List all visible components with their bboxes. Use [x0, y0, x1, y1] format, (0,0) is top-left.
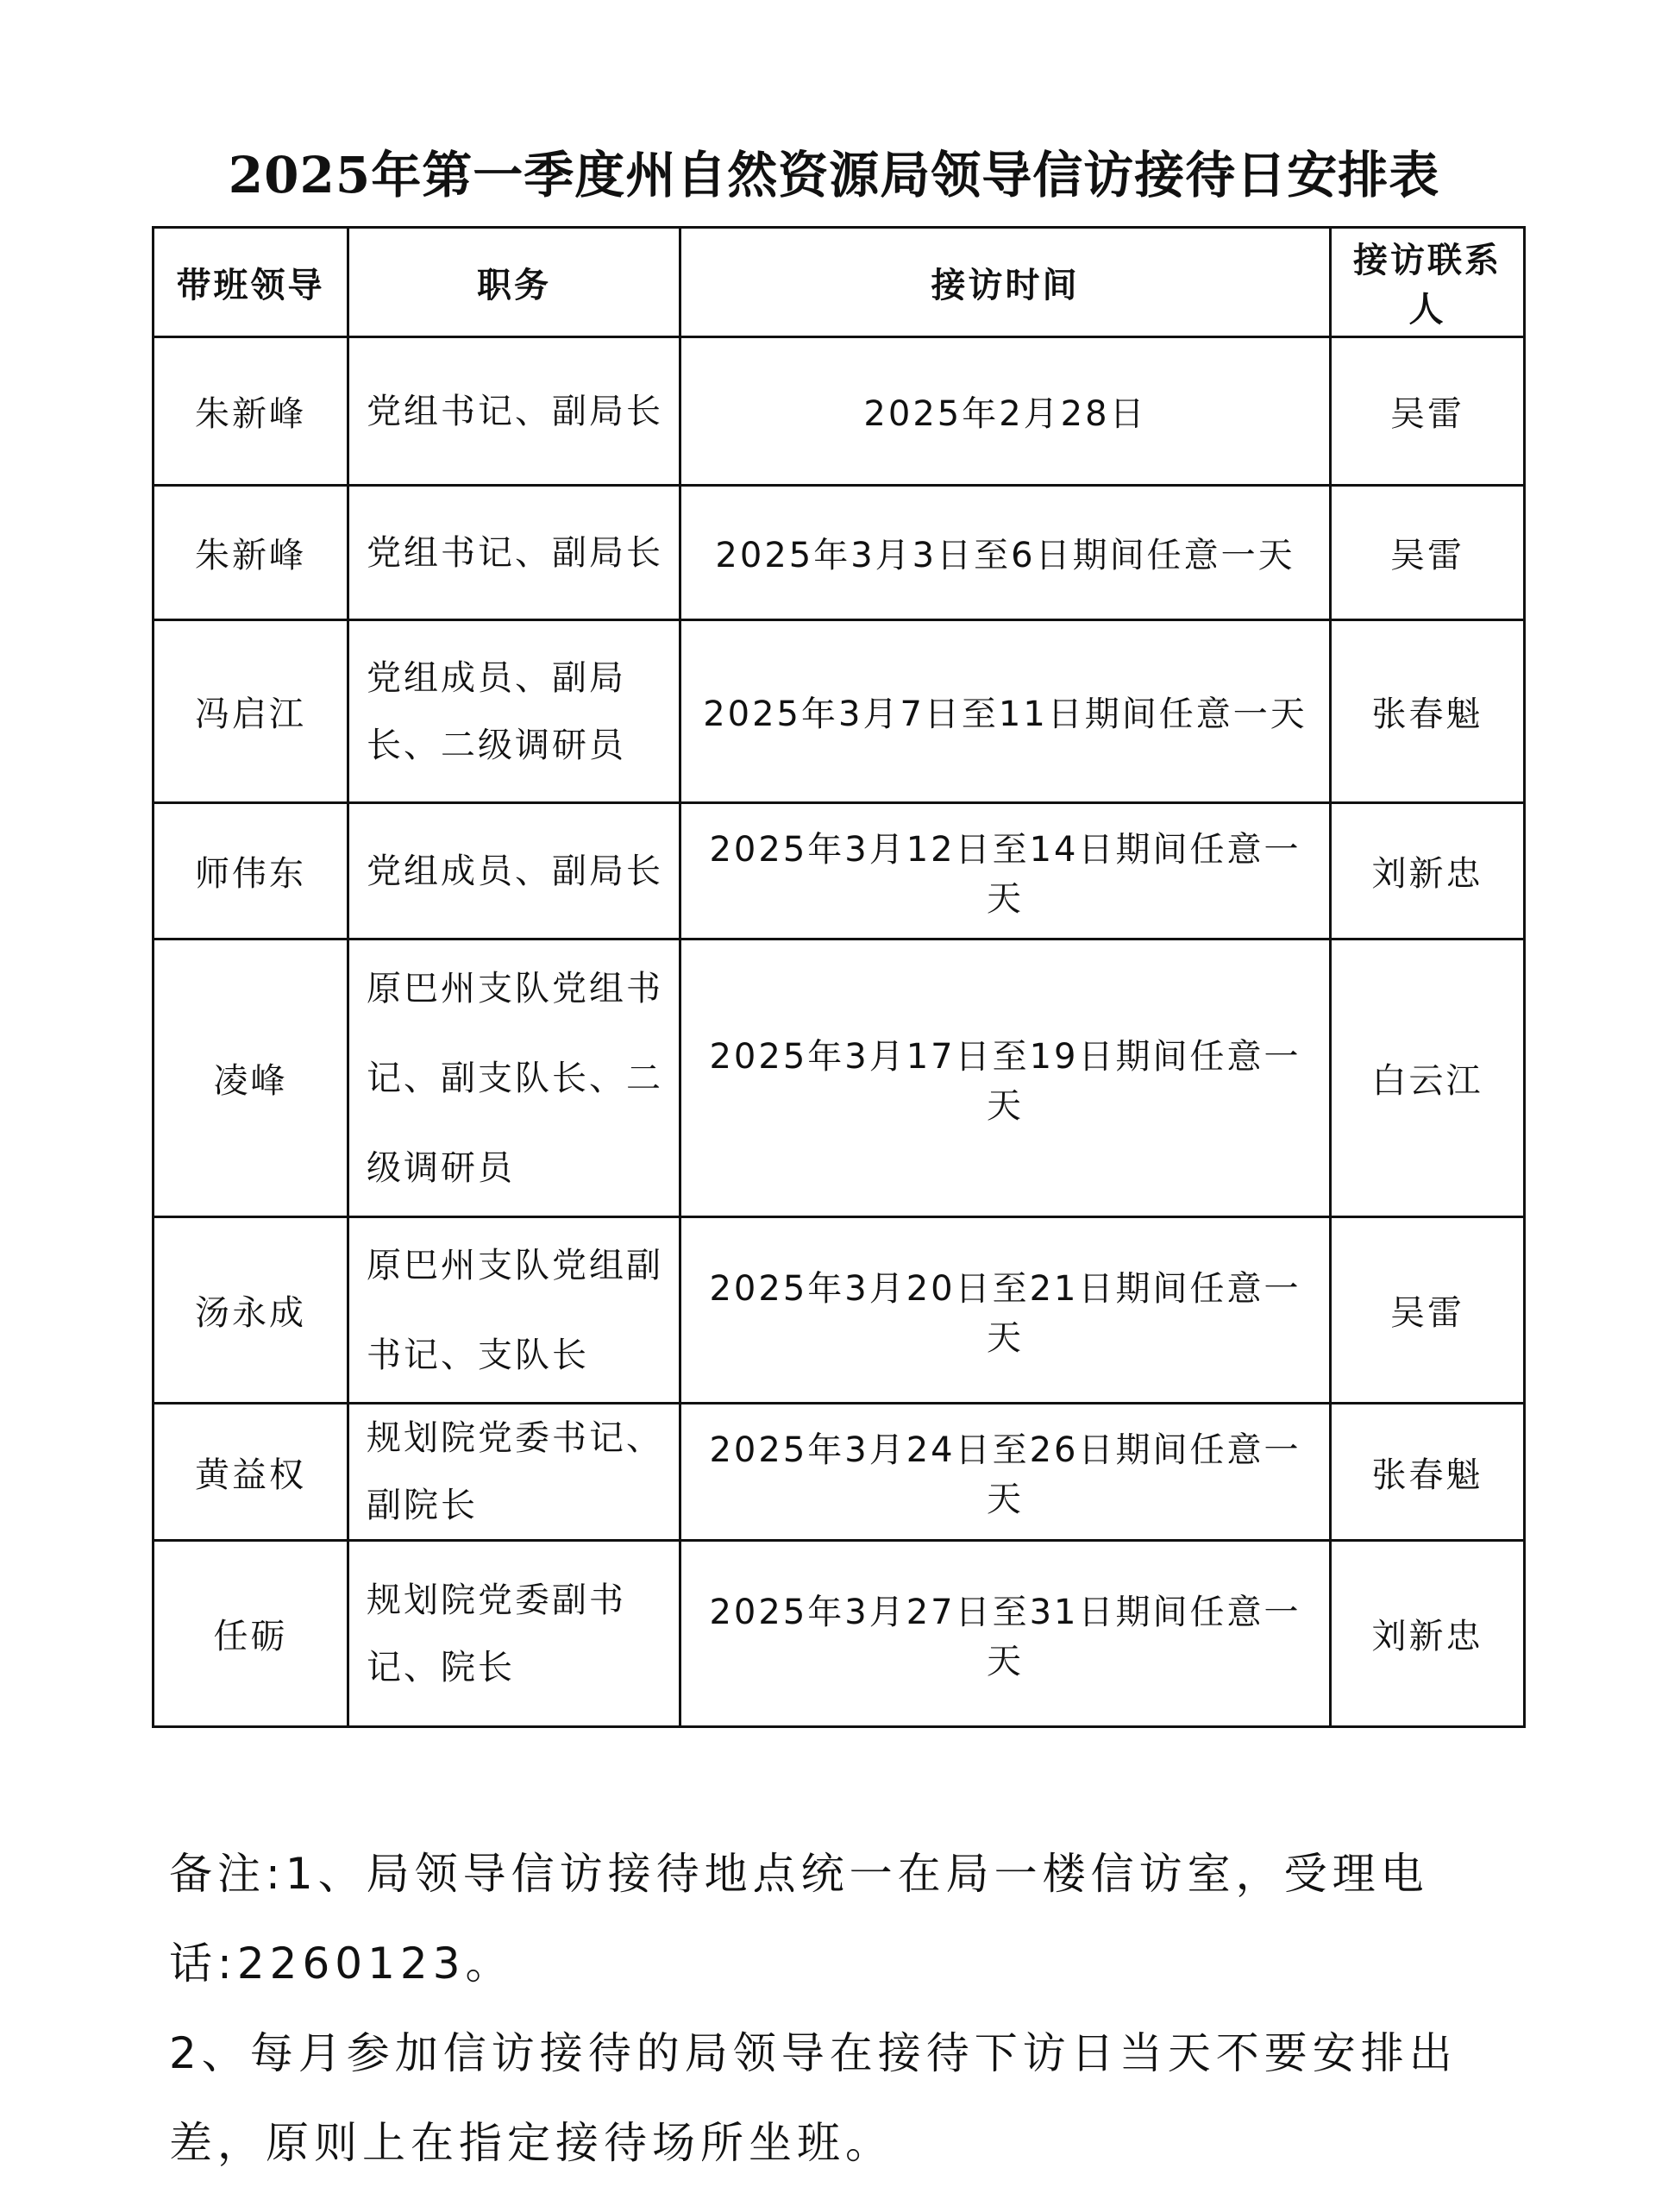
cell-contact: 白云江 — [1331, 939, 1525, 1217]
header-duty: 职务 — [348, 228, 680, 337]
table-row — [154, 803, 1525, 939]
header-contact: 接访联系人 — [1331, 228, 1525, 337]
cell-contact: 张春魁 — [1331, 620, 1525, 803]
cell-duty: 党组书记、副局长 — [348, 337, 680, 486]
cell-duty: 党组成员、副局长 — [348, 803, 680, 939]
cell-leader: 朱新峰 — [154, 486, 348, 620]
cell-time: 2025年3月24日至26日期间任意一天 — [680, 1404, 1331, 1541]
table-row — [154, 620, 1525, 803]
cell-time: 2025年3月7日至11日期间任意一天 — [680, 620, 1331, 803]
cell-leader: 任砺 — [154, 1541, 348, 1727]
schedule-table — [152, 226, 1526, 1728]
cell-time: 2025年3月12日至14日期间任意一天 — [680, 803, 1331, 939]
cell-contact: 吴雷 — [1331, 486, 1525, 620]
cell-leader: 黄益权 — [154, 1404, 348, 1541]
cell-time: 2025年3月17日至19日期间任意一天 — [680, 939, 1331, 1217]
table-row — [154, 1217, 1525, 1404]
note-2: 2、每月参加信访接待的局领导在接待下访日当天不要安排出差，原则上在指定接待场所坐班。 — [169, 2028, 1458, 2168]
cell-contact: 张春魁 — [1331, 1404, 1525, 1541]
note-1: 备注:1、局领导信访接待地点统一在局一楼信访室，受理电话:2260123。 — [169, 1849, 1429, 1989]
cell-leader: 冯启江 — [154, 620, 348, 803]
table-header-row — [154, 228, 1525, 337]
cell-duty: 原巴州支队党组书记、副支队长、二级调研员 — [348, 939, 680, 1217]
notes-section — [169, 1829, 1514, 2188]
cell-contact: 刘新忠 — [1331, 1541, 1525, 1727]
cell-duty: 原巴州支队党组副书记、支队长 — [348, 1217, 680, 1404]
table-row — [154, 337, 1525, 486]
cell-duty: 规划院党委书记、副院长 — [348, 1404, 680, 1541]
cell-time: 2025年3月20日至21日期间任意一天 — [680, 1217, 1331, 1404]
header-leader: 带班领导 — [154, 228, 348, 337]
table-row — [154, 1541, 1525, 1727]
cell-time: 2025年2月28日 — [680, 337, 1331, 486]
cell-leader: 朱新峰 — [154, 337, 348, 486]
table-row — [154, 486, 1525, 620]
cell-leader: 汤永成 — [154, 1217, 348, 1404]
cell-contact: 刘新忠 — [1331, 803, 1525, 939]
cell-duty: 党组成员、副局长、二级调研员 — [348, 620, 680, 803]
cell-time: 2025年3月3日至6日期间任意一天 — [680, 486, 1331, 620]
cell-duty: 规划院党委副书记、院长 — [348, 1541, 680, 1727]
document-title: 2025年第一季度州自然资源局领导信访接待日安排表 — [228, 146, 1440, 204]
cell-duty: 党组书记、副局长 — [348, 486, 680, 620]
cell-contact: 吴雷 — [1331, 1217, 1525, 1404]
cell-leader: 凌峰 — [154, 939, 348, 1217]
table-row — [154, 1404, 1525, 1541]
table-row — [154, 939, 1525, 1217]
header-time: 接访时间 — [680, 228, 1331, 337]
cell-time: 2025年3月27日至31日期间任意一天 — [680, 1541, 1331, 1727]
cell-contact: 吴雷 — [1331, 337, 1525, 486]
cell-leader: 师伟东 — [154, 803, 348, 939]
